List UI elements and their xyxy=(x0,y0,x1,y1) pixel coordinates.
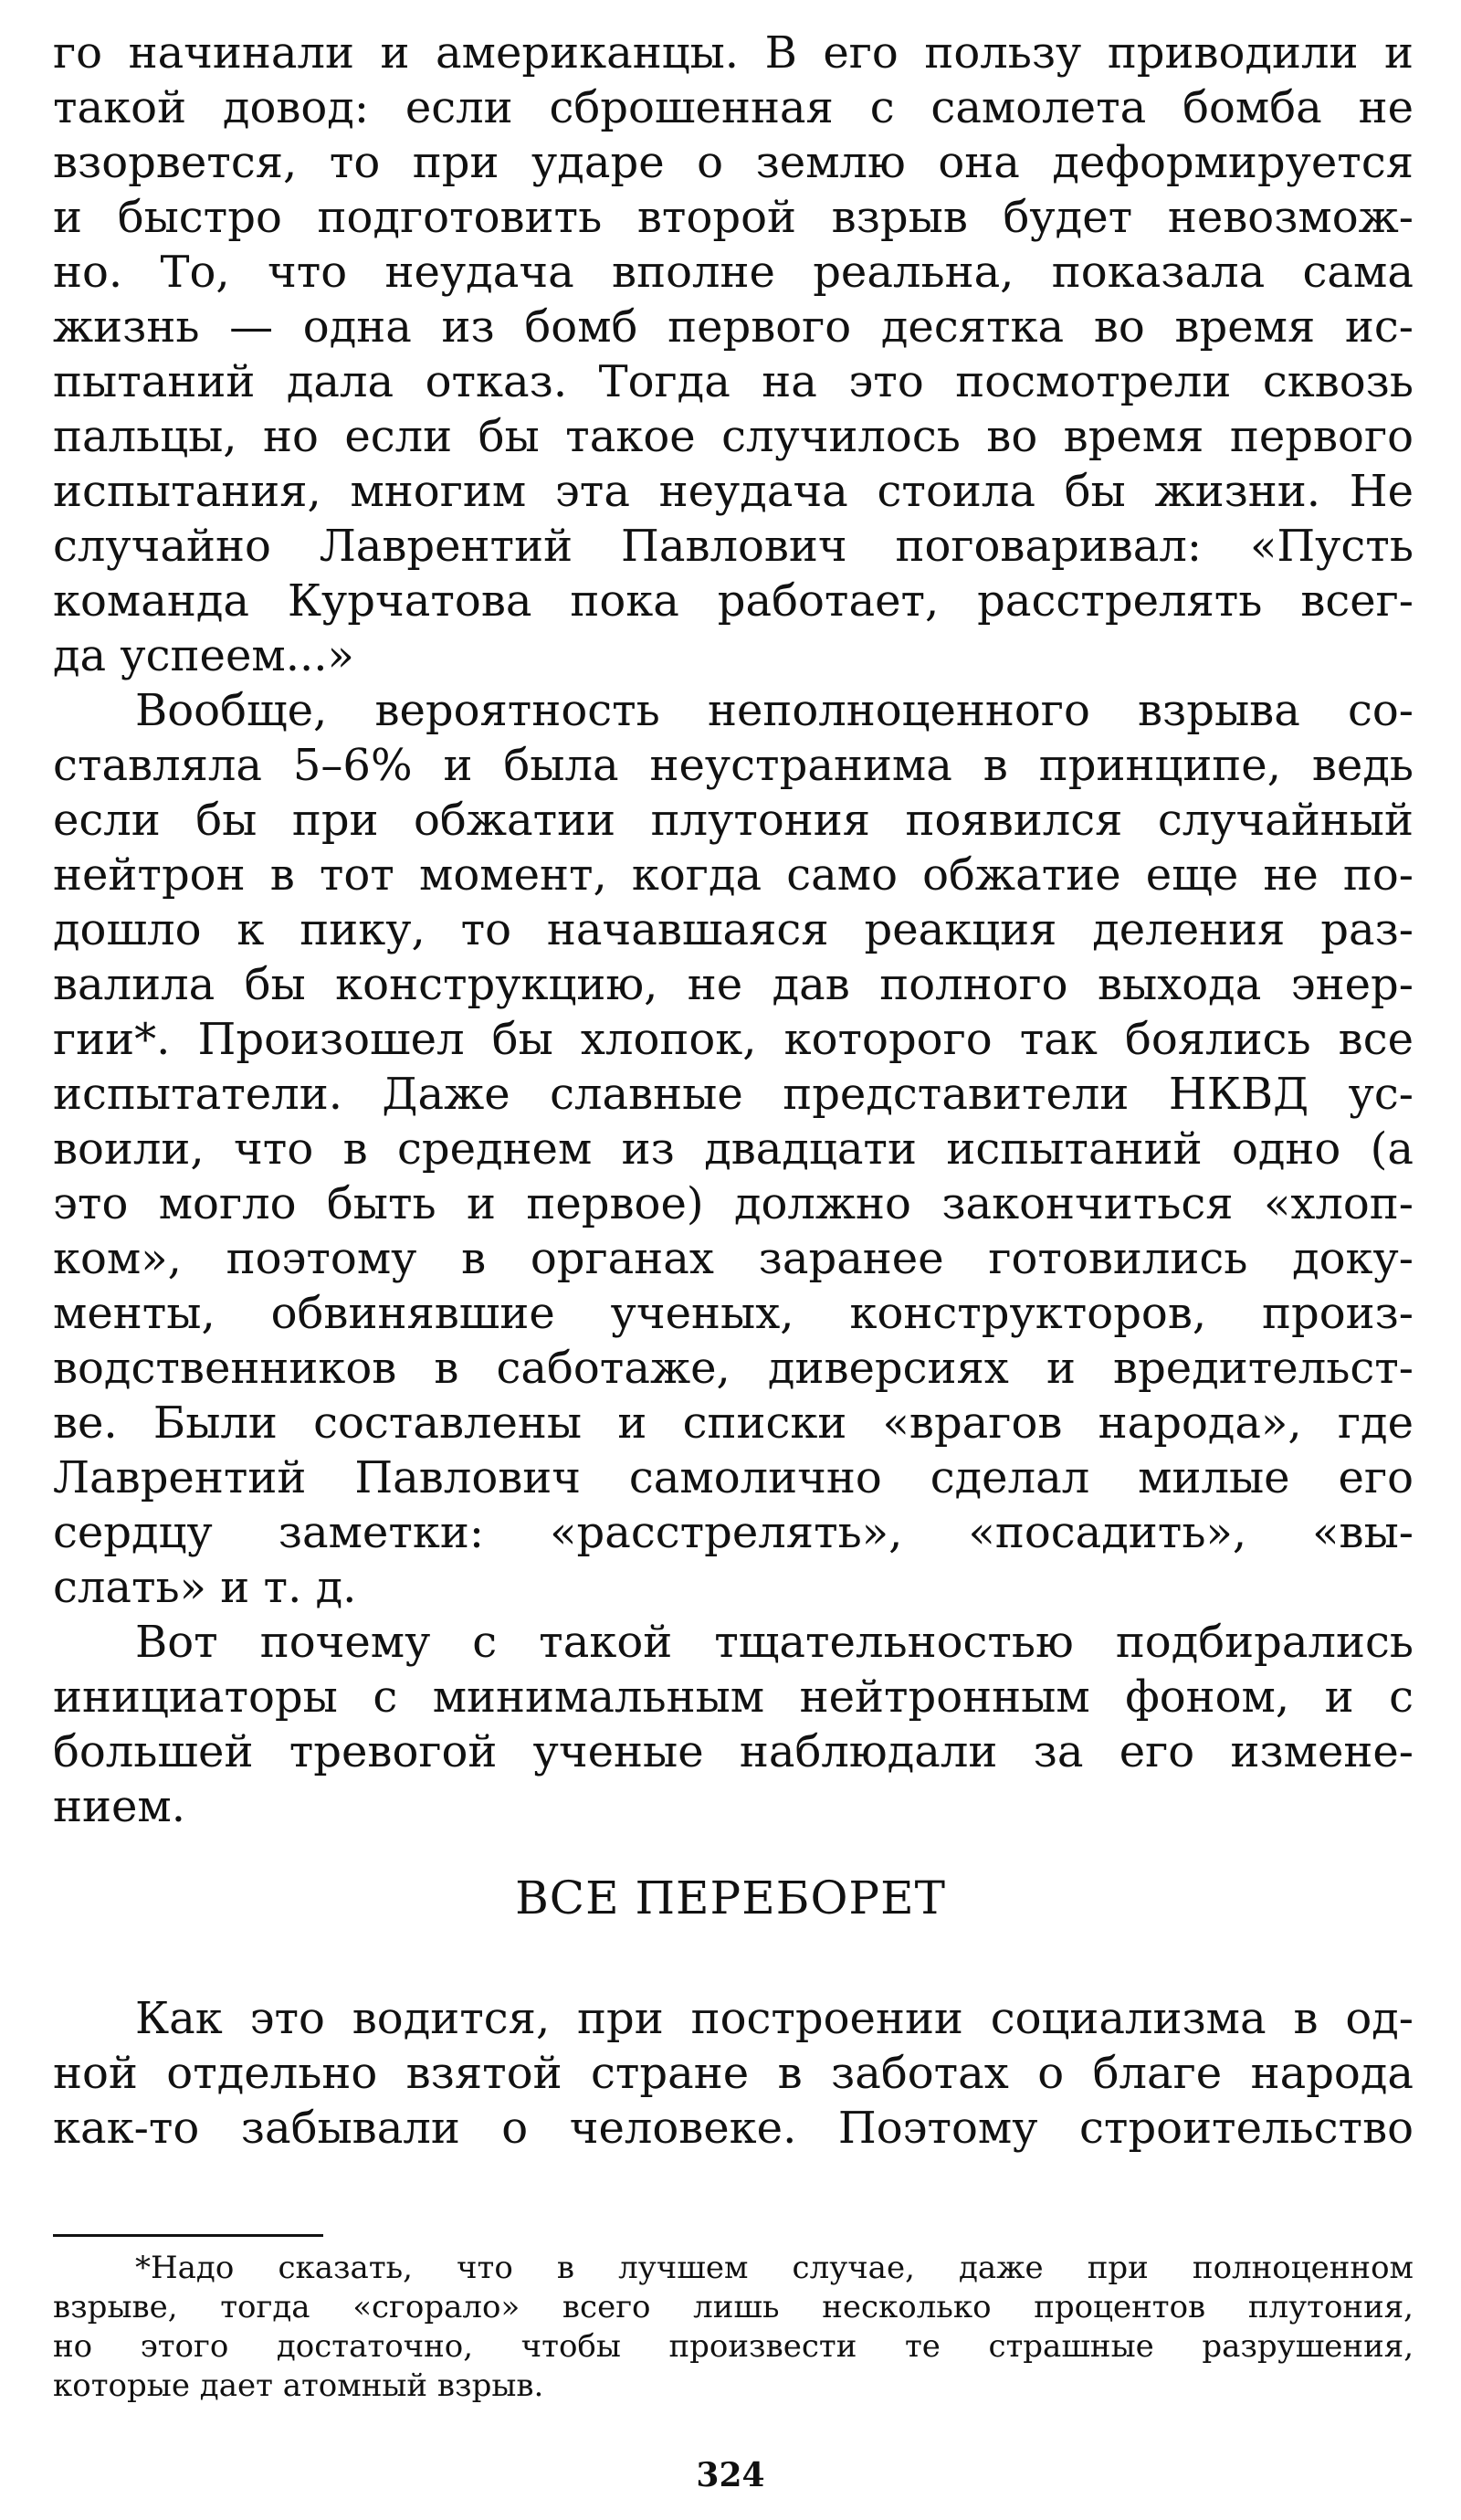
text-line: испытатели. Даже славные представители НКВД ус- xyxy=(53,1069,1414,1120)
text-line: жизнь — одна из бомб первого десятка во время ис- xyxy=(53,301,1414,353)
text-line: Вот почему с такой тщательностью подбирались xyxy=(135,1617,1414,1668)
text-line: большей тревогой ученые наблюдали за его измене- xyxy=(53,1726,1414,1777)
text-line: гии*. Произошел бы хлопок, которого так боялись все xyxy=(53,1014,1414,1065)
section-heading: ВСЕ ПЕРЕБОРЕТ xyxy=(515,1872,946,1924)
text-line: команда Курчатова пока работает, расстрелять всег- xyxy=(53,575,1414,627)
section-paragraph xyxy=(53,1991,1414,2156)
paragraph-1 xyxy=(53,26,1414,683)
text-line: слать» и т. д. xyxy=(53,1562,357,1613)
text-line: такой довод: если сброшенная с самолета бомба не xyxy=(53,82,1414,133)
text-line: Вообще, вероятность неполноценного взрыва со- xyxy=(135,685,1414,736)
text-line: ной отдельно взятой стране в заботах о благе народа xyxy=(53,2048,1414,2099)
text-line: если бы при обжатии плутония появился случайный xyxy=(53,795,1414,846)
text-line: и быстро подготовить второй взрыв будет невозмож- xyxy=(53,192,1414,243)
paragraph-3 xyxy=(53,1615,1414,1834)
text-line: да успеем...» xyxy=(53,630,354,681)
text-line: водственников в саботаже, диверсиях и вредительст- xyxy=(53,1343,1414,1394)
text-line: валила бы конструкцию, не дав полного выхода энер- xyxy=(53,959,1414,1010)
text-line: пальцы, но если бы такое случилось во время первого xyxy=(53,411,1414,462)
text-line: испытания, многим эта неудача стоила бы жизни. Не xyxy=(53,466,1414,517)
text-line: менты, обвинявшие ученых, конструкторов, произ- xyxy=(53,1288,1414,1339)
text-line: но. То, что неудача вполне реальна, показала сама xyxy=(53,247,1414,298)
footnote-line: взрыве, тогда «сгорало» всего лишь несколько процентов плутония, xyxy=(53,2289,1414,2325)
text-line: Как это водится, при построении социализма в од- xyxy=(135,1993,1414,2044)
text-line: как-то забывали о человеке. Поэтому строительство xyxy=(53,2103,1414,2154)
footnote-divider xyxy=(53,2234,323,2237)
text-line: взорвется, то при ударе о землю она деформируется xyxy=(53,137,1414,188)
footnote-line: которые дает атомный взрыв. xyxy=(53,2367,544,2404)
page-number: 324 xyxy=(696,2456,765,2494)
text-line: нейтрон в тот момент, когда само обжатие еще не по- xyxy=(53,849,1414,901)
text-line: это могло быть и первое) должно закончиться «хлоп- xyxy=(53,1178,1414,1229)
text-line: ком», поэтому в органах заранее готовились доку- xyxy=(53,1233,1414,1284)
text-line: дошло к пику, то начавшаяся реакция деления раз- xyxy=(53,904,1414,955)
text-line: воили, что в среднем из двадцати испытаний одно (а xyxy=(53,1123,1414,1175)
text-line: инициаторы с минимальным нейтронным фоном, и с xyxy=(53,1671,1414,1723)
main-text xyxy=(53,26,1414,1834)
text-line: ве. Были составлены и списки «врагов народа», где xyxy=(53,1397,1414,1449)
footnote xyxy=(53,2249,1414,2406)
text-line: сердцу заметки: «расстрелять», «посадить», «вы- xyxy=(53,1507,1414,1558)
footnote-line: *Надо сказать, что в лучшем случае, даже при полноценном xyxy=(135,2250,1414,2286)
text-line: ставляла 5–6% и была неустранима в принципе, ведь xyxy=(53,740,1414,791)
text-line: пытаний дала отказ. Тогда на это посмотрели сквозь xyxy=(53,356,1414,407)
text-line: нием. xyxy=(53,1781,185,1832)
paragraph-2 xyxy=(53,683,1414,1615)
text-line: Лаврентий Павлович самолично сделал милые его xyxy=(53,1452,1414,1503)
text-line: случайно Лаврентий Павлович поговаривал: «Пусть xyxy=(53,521,1414,572)
footnote-line: но этого достаточно, чтобы произвести те страшные разрушения, xyxy=(53,2328,1414,2365)
text-line: го начинали и американцы. В его пользу приводили и xyxy=(53,27,1414,79)
